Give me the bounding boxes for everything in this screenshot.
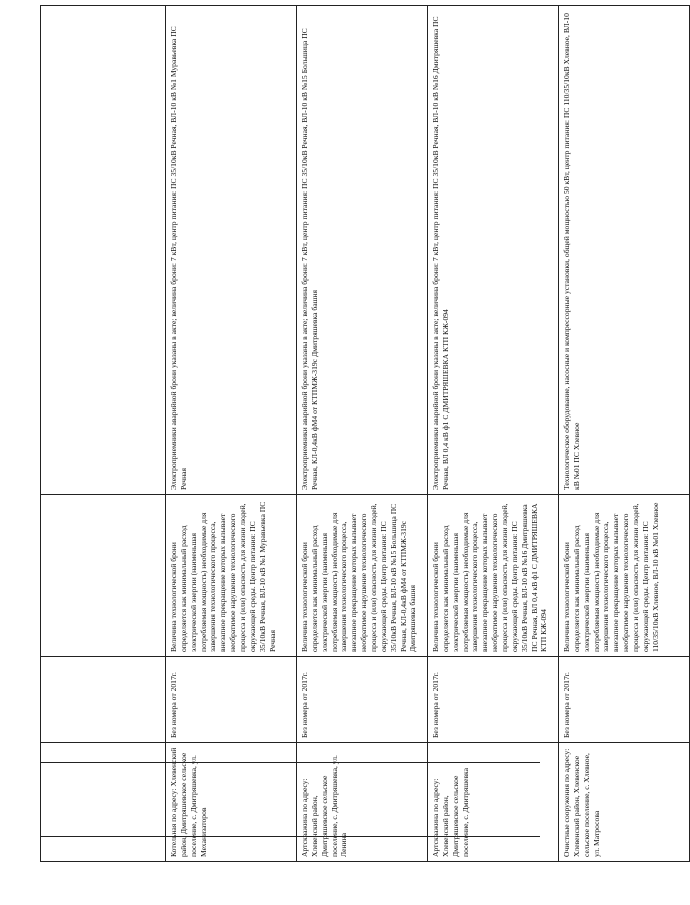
docno-cell: Без номера от 2017г. <box>166 657 297 743</box>
table-row <box>559 6 690 862</box>
table-row-empty <box>41 6 166 862</box>
table-row <box>297 6 428 862</box>
object-cell: Артскважина по адресу: Хлевенский район, Дмитряшевское сельское поселение, с. Дмитряшевка <box>428 743 559 862</box>
cell-empty <box>41 657 166 743</box>
cell-empty <box>41 6 166 495</box>
docno-cell: Без номера от 2017г. <box>428 657 559 743</box>
tech-reserve-cell: Величина технологической брони определяется как минимальный расход электрической энергии (наименьшая потребляемая мощность) необходимые для завершения технологического процесса, внезапное прекращение которых вызывает необратимое нарушение технологического процесса и (или) опасность для жизни людей, окружающей среды. Центр питания: ПС 35/10кВ Речная, ВЛ-10 кВ №1 Муравьевка ПС Речная <box>166 495 297 657</box>
docno-cell: Без номера от 2017г. <box>559 657 690 743</box>
table-rule-line <box>40 762 540 763</box>
emergency-reserve-cell: Технологическое оборудование, насосные и компрессорные установки, общей мощностью 50 кВт, центр питания: ПС 110/35/10кВ Хлевное, ВЛ-10 кВ №01 ПС Хлевное <box>559 6 690 495</box>
emergency-reserve-cell: Электроприемники аварийной брони указаны в акте; величина брони: 7 кВт, центр питания: ПС 35/10кВ Речная, ВЛ-10 кВ №16 Дмитряшевка ПС Речная, ВЛ 0,4 кВ ф1 С ДМИТРЯШЕВКА КТП КЖ-094 <box>428 6 559 495</box>
emergency-reserve-cell: Электроприемники аварийной брони указаны в акте; величина брони: 7 кВт, центр питания: ПС 35/10кВ Речная, ВЛ-10 кВ №1 Муравьевка ПС Речная <box>166 6 297 495</box>
object-cell: Очистные сооружения по адресу: Хлевенский район, Хлевенское сельское поселение, с. Хлевное, ул. Матросова <box>559 743 690 862</box>
tech-reserve-cell: Величина технологической брони определяется как минимальный расход электрической энергии (наименьшая потребляемая мощность) необходимые для завершения технологического процесса, внезапное прекращение которых вызывает необратимое нарушение технологического процесса и (или) опасность для жизни людей, окружающей среды. Центр питания: ПС 35/10кВ Речная, ВЛ-10 кВ №16 Дмитряшевка ПС Речная, ВЛ 0,4 кВ ф1 С ДМИТРЯШЕВКА КТП КЖ-094 <box>428 495 559 657</box>
table-row <box>428 6 559 862</box>
emergency-reserve-cell: Электроприемники аварийной брони указаны в акте; величина брони: 7 кВт, центр питания: ПС 35/10кВ Речная, ВЛ-10 кВ №15 Большица ПС Речная, КЛ-0,4кВ фМ4 от КТПМЖ-319с Дмитряшевка башня <box>297 6 428 495</box>
reservation-table <box>40 5 690 862</box>
tech-reserve-cell: Величина технологической брони определяется как минимальный расход электрической энергии (наименьшая потребляемая мощность) необходимые для завершения технологического процесса, внезапное прекращение которых вызывает необратимое нарушение технологического процесса и (или) опасность для жизни людей, окружающей среды. Центр питания: ПС 35/10кВ Речная, ВЛ-10 кВ №15 Большица ПС Речная, КЛ-0,4кВ фМ4 от КТПМЖ-319с Дмитряшевка башня <box>297 495 428 657</box>
tech-reserve-cell: Величина технологической брони определяется как минимальный расход электрической энергии (наименьшая потребляемая мощность) необходимые для завершения технологического процесса, внезапное прекращение которых вызывает необратимое нарушение технологического процесса и (или) опасность для жизни людей, окружающей среды. Центр питания: ПС 110/35/10кВ Хлевное, ВЛ-10 кВ №01 Хлевное <box>559 495 690 657</box>
object-cell: Артскважина по адресу: Хлевенский район, Дмитряшевское сельское поселение, с. Дмитряшевка, ул. Ленина <box>297 743 428 862</box>
rotated-table-wrapper <box>40 13 660 862</box>
object-cell: Котельная по адресу: Хлевенский район, Дмитряшевское сельское поселение, с. Дмитряшевка, ул. Механизаторов <box>166 743 297 862</box>
cell-empty <box>41 495 166 657</box>
table-row <box>166 6 297 862</box>
table-rule-line <box>40 836 540 837</box>
cell-empty <box>41 743 166 862</box>
docno-cell: Без номера от 2017г. <box>297 657 428 743</box>
